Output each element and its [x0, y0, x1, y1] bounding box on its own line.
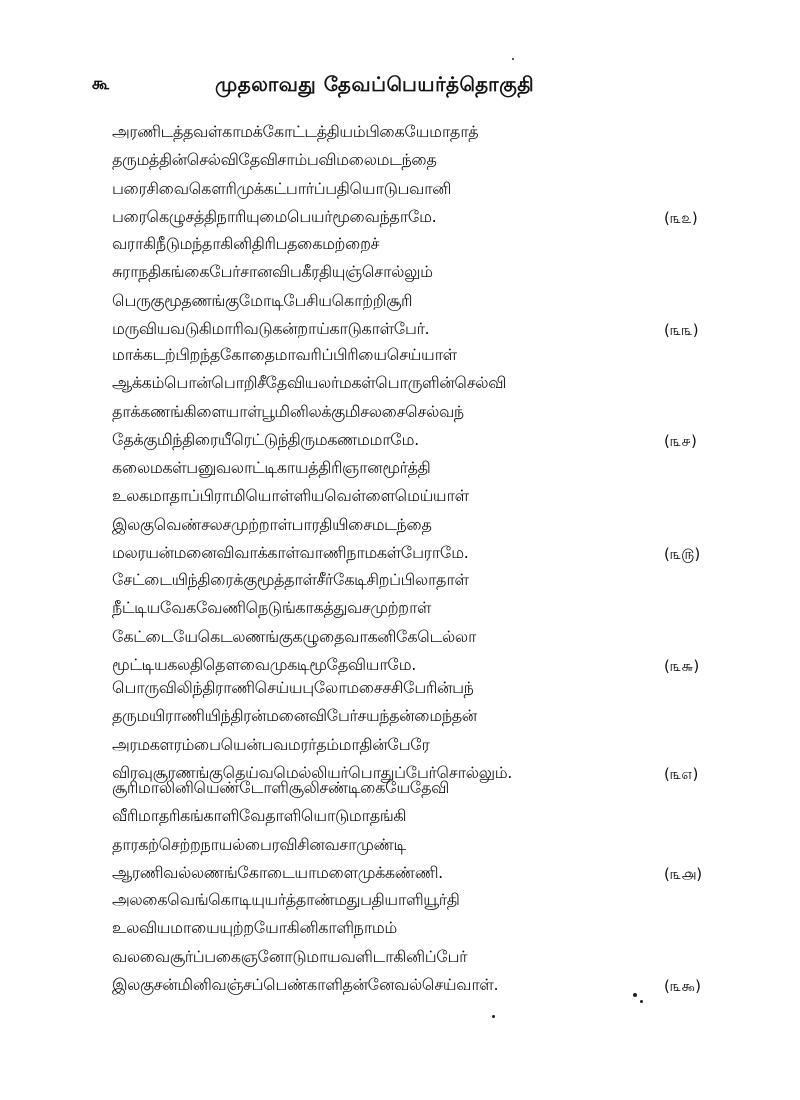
verse-line: அரமகளரம்பையென்பவமரர்தம்மாதின்பேரே	[112, 734, 430, 754]
verse-number: (௩௬)	[664, 657, 700, 676]
verse-line: உலகமாதாப்பிராமியொள்ளியவெள்ளைமெய்யாள்	[112, 486, 469, 506]
verse-line: மூட்டியகலதிதௌவைமுகடிமூதேவியாமே.	[112, 654, 416, 674]
verse-line: தேக்குமிந்திரையீரெட்டுந்திருமகணமமாமே.	[112, 429, 419, 449]
verse-line: கேட்டையேகெடலணங்குகழுதைவாகனிகேடெல்லா	[112, 626, 477, 646]
verse-line: அரணிடத்தவள்காமக்கோட்டத்தியம்பிகையேமாதாத்	[112, 122, 479, 141]
verse-stanza	[112, 118, 712, 231]
verse-line: சுராநதிகங்கைபேர்சானவிபகீரதியுஞ்சொல்லும்	[112, 262, 433, 282]
verse-number: (௩௨)	[664, 209, 698, 228]
scan-speck	[492, 1015, 495, 1018]
verse-line: தாரகற்செற்றநாயல்பைரவிசினவசாமுண்டி	[112, 834, 406, 854]
verse-stanza	[112, 341, 712, 454]
verse-line: தாக்கணங்கிளையாள்பூமினிலக்குமிசலசைசெல்வந்	[112, 401, 464, 421]
verse-number: (௩௭)	[664, 765, 699, 784]
scan-speck	[512, 58, 514, 60]
verse-stanza	[112, 230, 712, 343]
verse-stanza	[112, 674, 712, 787]
page-number: கூ	[92, 74, 111, 94]
verse-stanza	[112, 454, 712, 567]
verse-line: ஆரணிவல்லணங்கோடையாமளைமுக்கண்ணி.	[112, 862, 443, 882]
verse-line: கலைமகள்பனுவலாட்டிகாயத்திரிஞானமூர்த்தி	[112, 458, 431, 477]
verse-line: மாக்கடற்பிறந்தகோதைமாவரிப்பிரியைசெய்யாள்	[112, 345, 457, 364]
verse-number: (௩௯)	[664, 977, 701, 996]
verse-line: பெருகுமூதணங்குமோடிபேசியகொற்றிசூரி	[112, 290, 413, 310]
verse-line: மருவியவடுகிமாரிவடுகன்றாய்காடுகாள்பேர்.	[112, 318, 430, 338]
verse-line: இலகுசன்மினிவஞ்சப்பெண்காளிதன்னேவல்செய்வாள்.	[112, 974, 499, 994]
verse-number: (௩௪)	[664, 432, 697, 451]
verse-number: (௩௫)	[664, 545, 701, 564]
verse-line: வலவைசூர்ப்பகைஞனோடுமாயவளிடாகினிப்பேர்	[112, 946, 468, 966]
verse-stanza	[112, 774, 712, 887]
verse-line: ஆக்கம்பொன்பொறிசீதேவியலர்மகள்பொருளின்செல்வி	[112, 373, 506, 393]
verse-line: வீரிமாதரிகங்காளிவேதாளியொடுமாதங்கி	[112, 806, 407, 826]
verse-line: நீட்டியவேகவேணிநெடுங்காகத்துவசமுற்றாள்	[112, 598, 432, 618]
scan-speck	[640, 1000, 643, 1003]
verse-line: வராகிநீடுமந்தாகினிதிரிபதகைமற்றைச்	[112, 234, 380, 253]
scan-speck	[633, 993, 637, 997]
verse-stanza	[112, 886, 712, 999]
verse-line: சேட்டையிந்திரைக்குமூத்தாள்சீர்கேடிசிறப்பிலாதாள்	[112, 570, 469, 589]
verse-line: சூரிமாலினியெண்டோளிசூலிசண்டிகையேதேவி	[112, 778, 449, 797]
verse-line: அலகைவெங்கொடியுயர்த்தாண்மதுபதியாளியூர்தி	[112, 890, 460, 909]
verse-line: பொருவிலிந்திராணிசெய்யபுலோமசைசசிபேரின்பந்	[112, 678, 474, 697]
page-title: முதலாவது தேவப்பெயர்த்தொகுதி	[215, 72, 535, 96]
verse-line: தருமத்தின்செல்விதேவிசாம்பவிமலைமடந்தை	[112, 150, 437, 170]
verse-line: இலகுவெண்சலசமுற்றாள்பாரதியிசைமடந்தை	[112, 514, 432, 534]
verse-line: பரைசிவைகௌரிமுக்கட்பார்ப்பதியொடுபவானி	[112, 178, 451, 198]
verse-line: தருமயிராணியிந்திரன்மனைவிபேர்சயந்தன்மைந்தன்	[112, 706, 477, 726]
verse-stanza	[112, 566, 712, 679]
verse-number: (௩௮)	[664, 865, 703, 884]
verse-line: மலரயன்மனைவிவாக்காள்வாணிநாமகள்பேராமே.	[112, 542, 469, 562]
verse-number: (௩௩)	[664, 321, 699, 340]
verse-line: விரவுசூரணங்குதெய்வமெல்லியர்பொதுப்பேர்சொல்லும்.	[112, 762, 512, 782]
verse-line: பரைகெழுசத்திநாரியுமைபெயர்மூவைந்தாமே.	[112, 206, 437, 226]
verse-line: உலவியமாயையுற்றயோகினிகாளிநாமம்	[112, 918, 397, 938]
